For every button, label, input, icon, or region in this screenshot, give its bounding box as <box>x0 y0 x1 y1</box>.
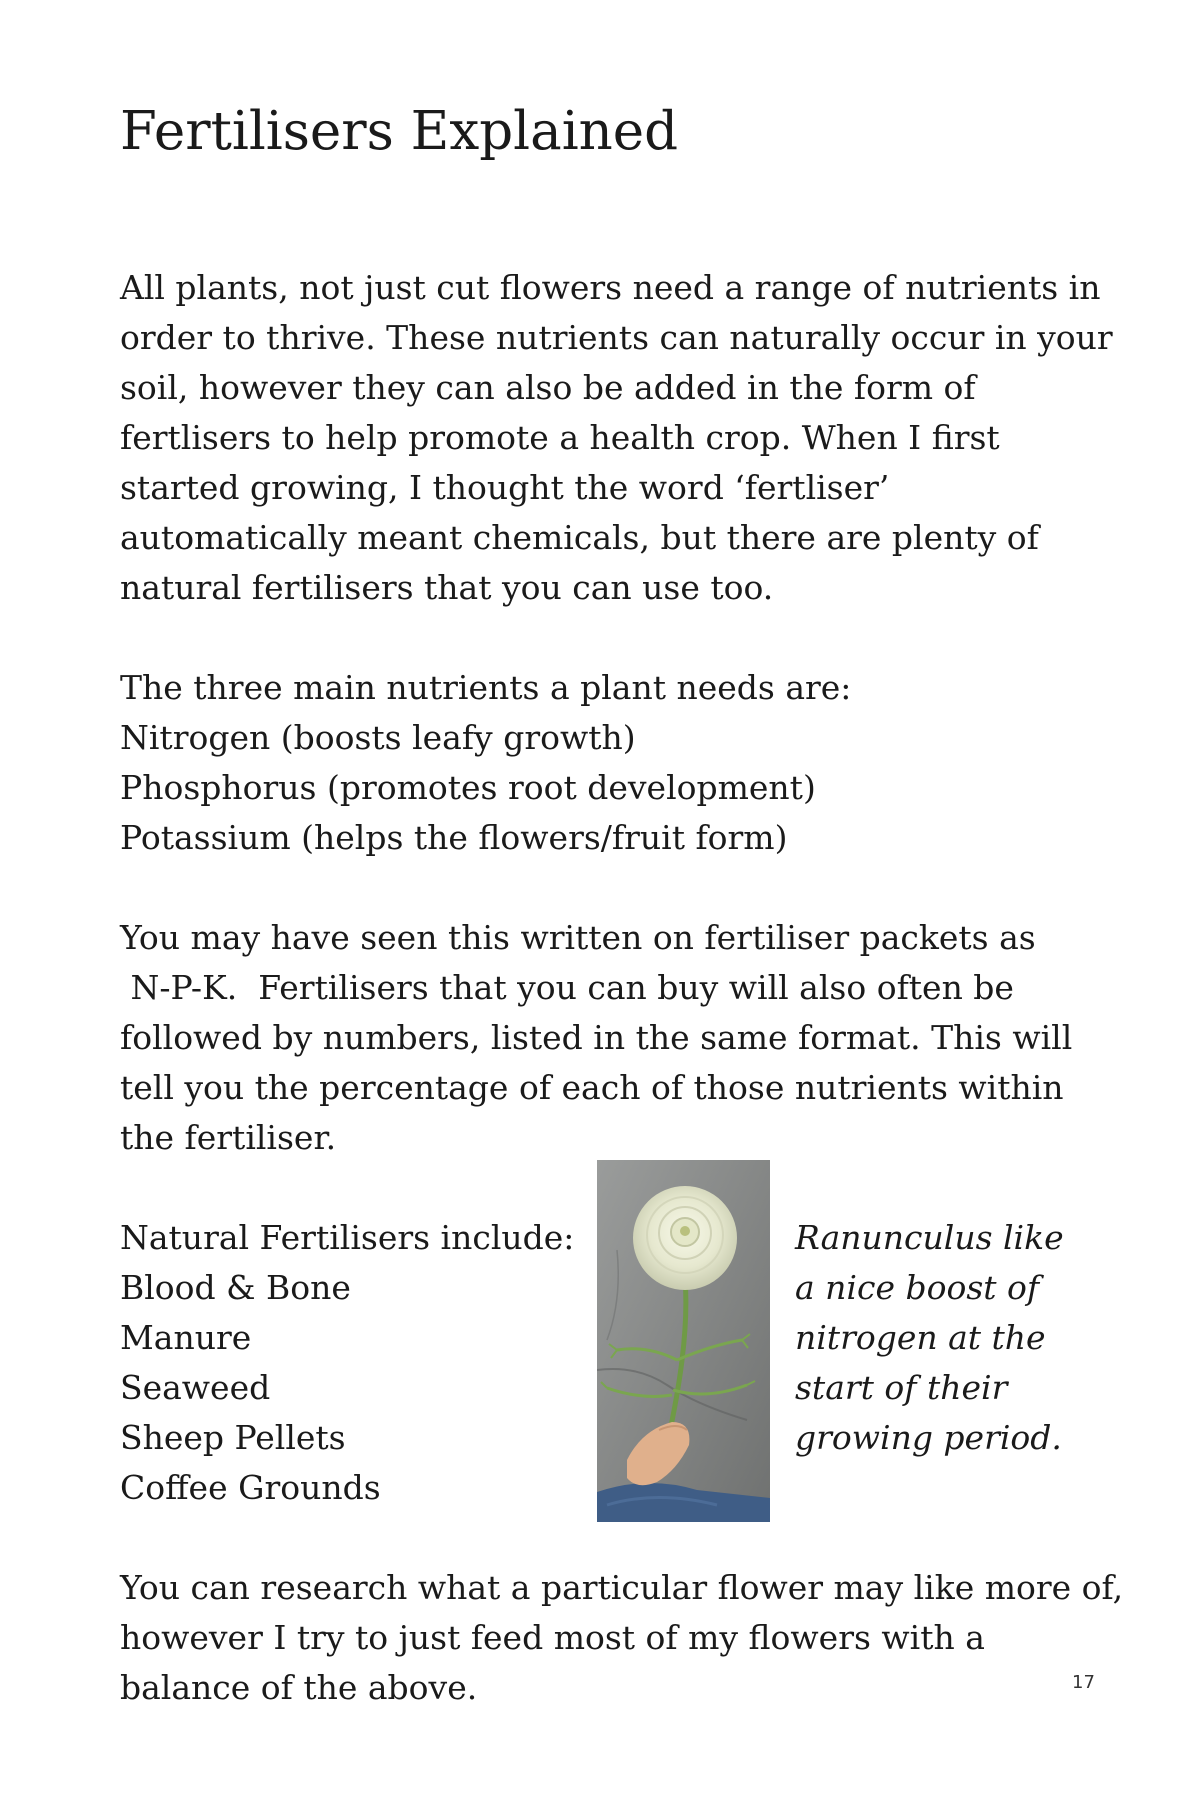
natural-fertiliser-item: Sheep Pellets <box>120 1418 346 1457</box>
nutrient-item: Nitrogen (boosts leafy growth) <box>120 718 636 757</box>
nutrients-heading: The three main nutrients a plant needs are: <box>120 668 852 707</box>
natural-fertilisers-list <box>120 1213 575 1513</box>
nutrient-item: Potassium (helps the flowers/fruit form) <box>120 818 788 857</box>
caption-line: a nice boost of <box>795 1268 1040 1307</box>
closing-line: however I try to just feed most of my flowers with a <box>120 1618 985 1657</box>
intro-line: All plants, not just cut flowers need a range of nutrients in <box>120 268 1101 307</box>
caption-line: Ranunculus like <box>795 1218 1064 1257</box>
intro-line: automatically meant chemicals, but there are plenty of <box>120 518 1039 557</box>
ranunculus-photo <box>597 1160 770 1522</box>
caption-line: start of their <box>795 1368 1008 1407</box>
natural-fertiliser-item: Seaweed <box>120 1368 271 1407</box>
npk-line: tell you the percentage of each of those nutrients within <box>120 1068 1064 1107</box>
intro-line: order to thrive. These nutrients can naturally occur in your <box>120 318 1113 357</box>
natural-fertiliser-item: Blood & Bone <box>120 1268 351 1307</box>
intro-line: started growing, I thought the word ‘fertliser’ <box>120 468 890 507</box>
nutrient-item: Phosphorus (promotes root development) <box>120 768 816 807</box>
page-number: 17 <box>1072 1672 1095 1693</box>
page-title: Fertilisers Explained <box>120 101 679 162</box>
intro-line: soil, however they can also be added in the form of <box>120 368 976 407</box>
photo-caption <box>795 1213 1095 1463</box>
closing-line: balance of the above. <box>120 1668 478 1707</box>
npk-line: the fertiliser. <box>120 1118 337 1157</box>
natural-fertilisers-heading: Natural Fertilisers include: <box>120 1218 575 1257</box>
intro-line: natural fertilisers that you can use too. <box>120 568 774 607</box>
npk-paragraph <box>120 913 1080 1163</box>
intro-line: fertlisers to help promote a health crop. When I first <box>120 418 1000 457</box>
natural-fertiliser-item: Coffee Grounds <box>120 1468 381 1507</box>
npk-line: N-P-K. Fertilisers that you can buy will also often be <box>120 968 1014 1007</box>
npk-line: You may have seen this written on fertiliser packets as <box>120 918 1036 957</box>
npk-line: followed by numbers, listed in the same format. This will <box>120 1018 1073 1057</box>
caption-line: nitrogen at the <box>795 1318 1046 1357</box>
closing-line: You can research what a particular flower may like more of, <box>120 1568 1124 1607</box>
nutrients-list <box>120 663 1080 863</box>
caption-line: growing period. <box>795 1418 1062 1457</box>
intro-paragraph <box>120 263 1113 613</box>
natural-fertiliser-item: Manure <box>120 1318 252 1357</box>
